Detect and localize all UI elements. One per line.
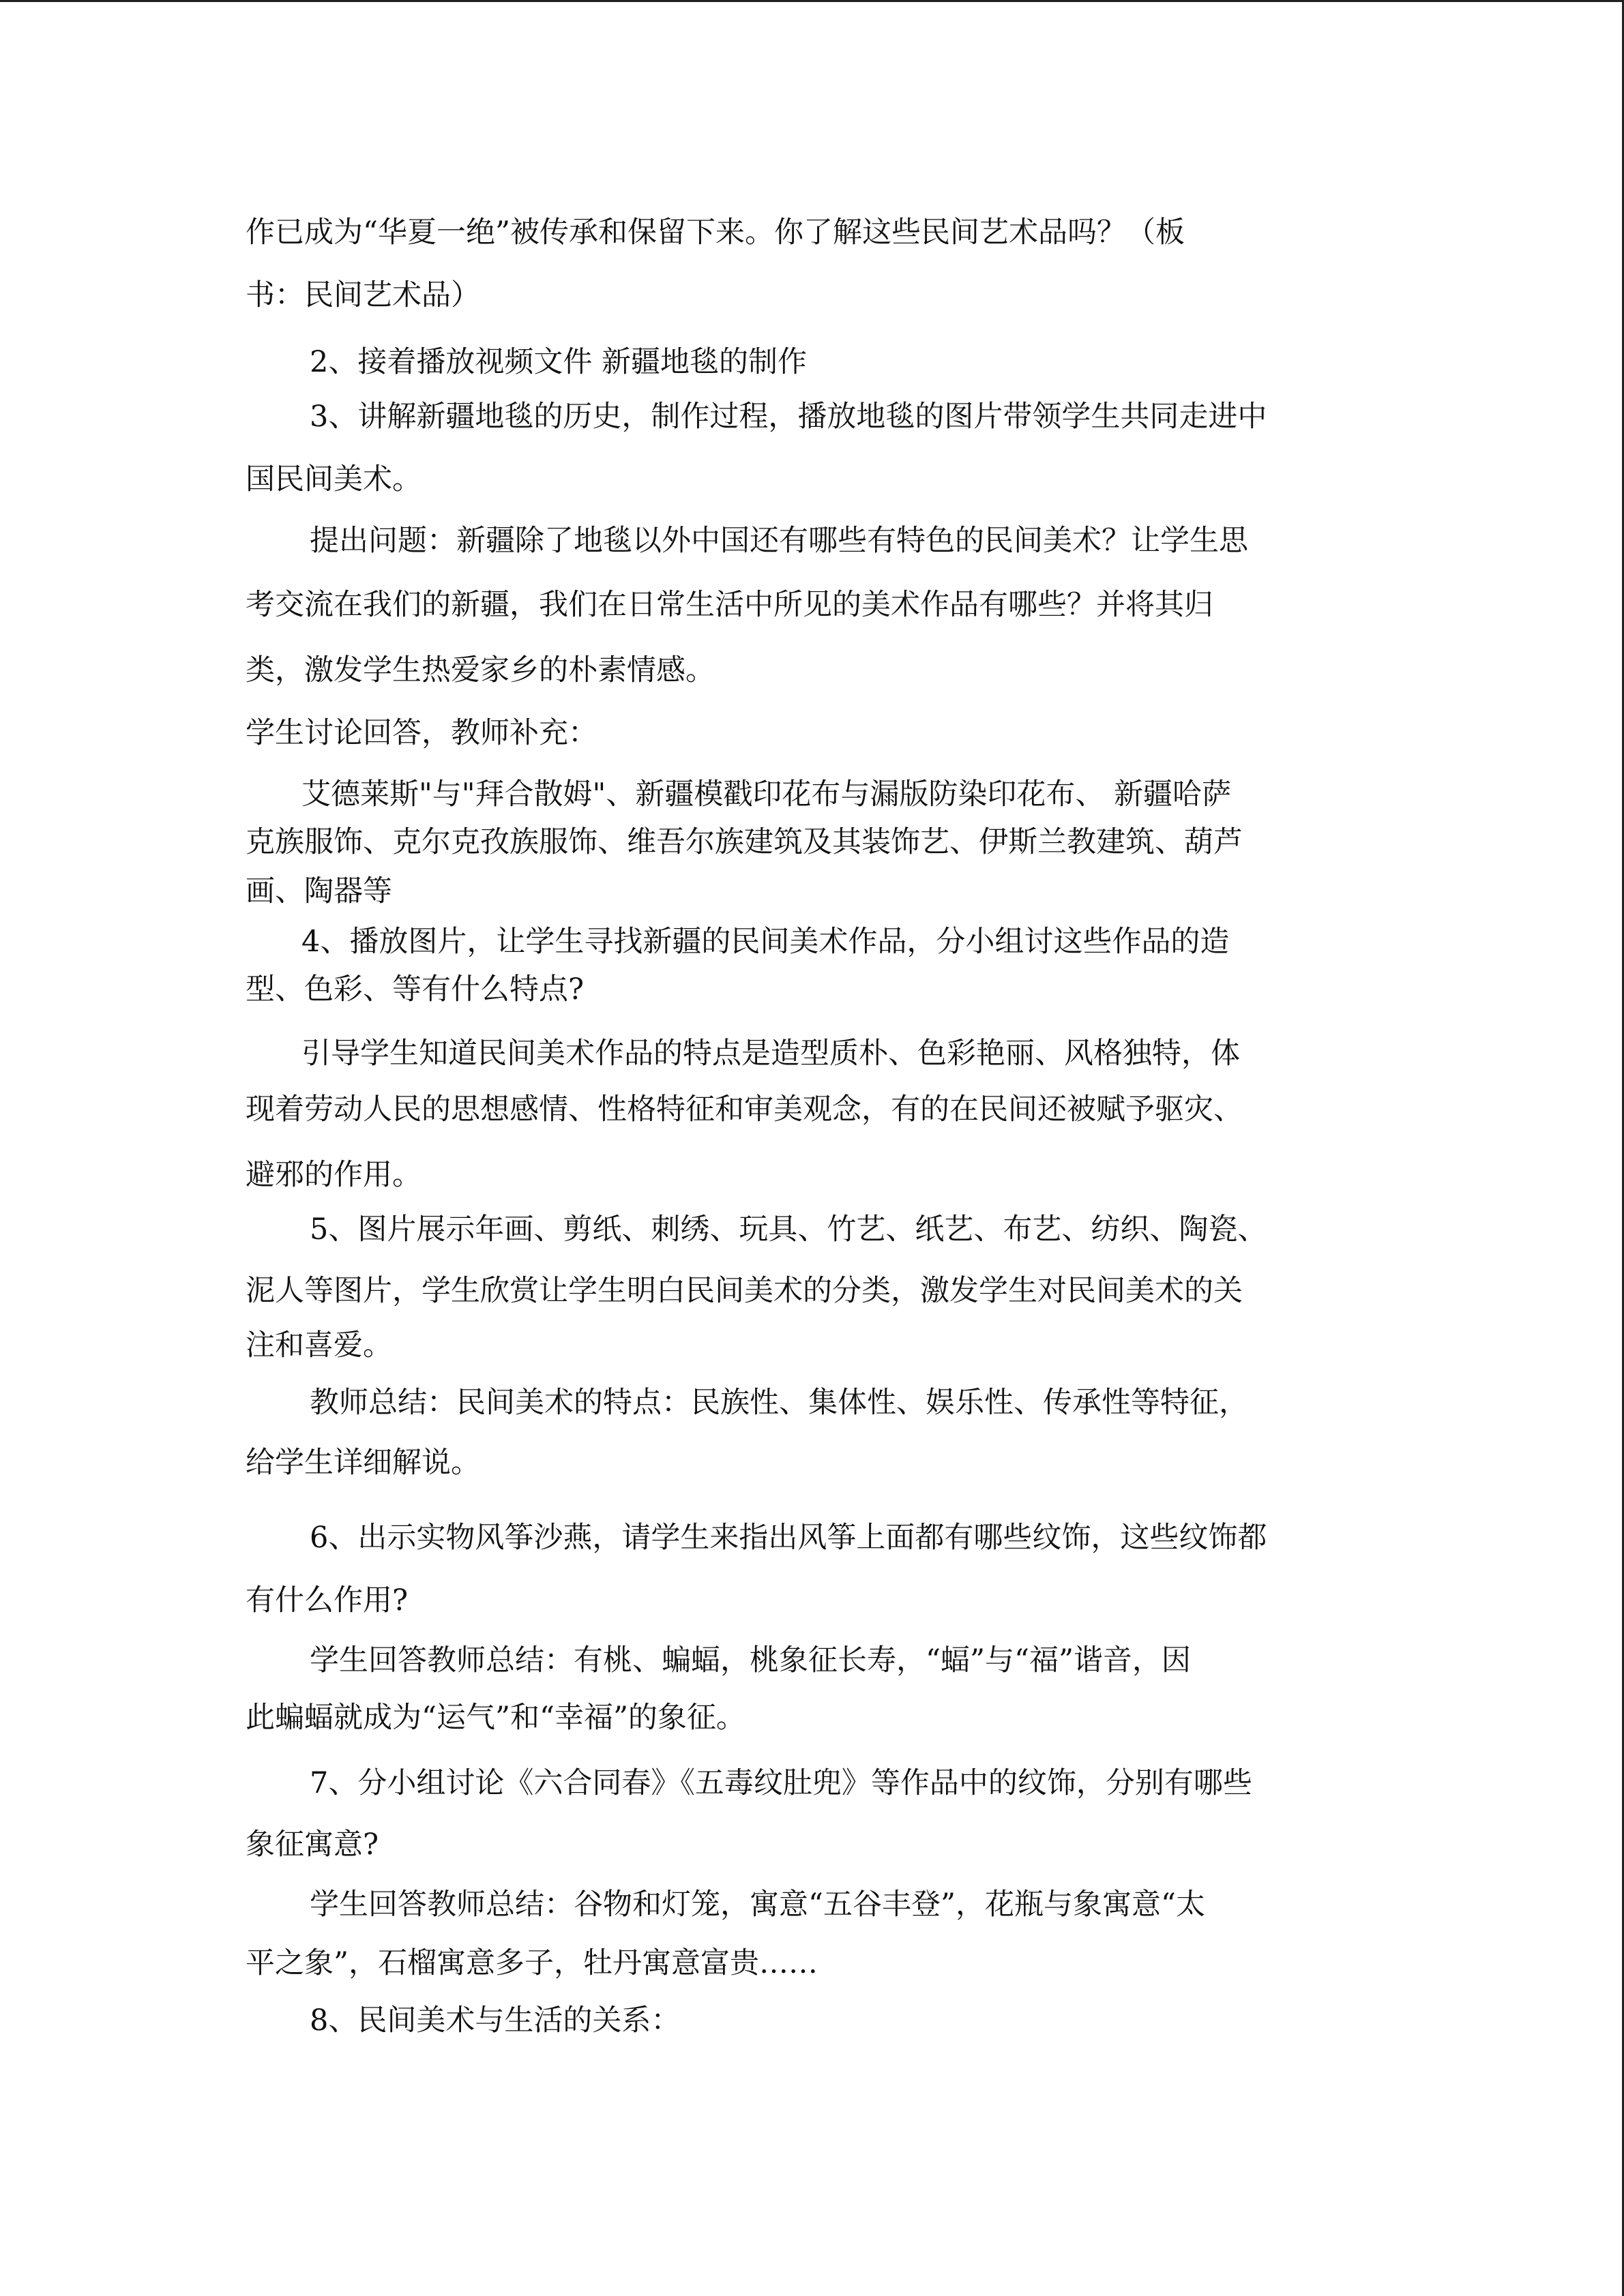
body-text-line: 书：民间艺术品） [246,278,480,312]
body-text-line: 平之象”，石榴寓意多子，牡丹寓意富贵…… [246,1946,818,1980]
body-text-line: 考交流在我们的新疆，我们在日常生活中所见的美术作品有哪些？并将其归 [246,588,1213,622]
body-text-line: 3、讲解新疆地毯的历史，制作过程，播放地毯的图片带领学生共同走进中 [310,400,1267,434]
body-text-line: 8、民间美术与生活的关系： [310,2003,681,2038]
body-text-line: 作已成为“华夏一绝”被传承和保留下来。你了解这些民间艺术品吗？（板 [246,215,1185,250]
body-text-line: 现着劳动人民的思想感情、性格特征和审美观念，有的在民间还被赋予驱灾、 [246,1092,1243,1127]
body-text-line: 此蝙蝠就成为“运气”和“幸福”的象征。 [246,1701,745,1735]
body-text-line: 提出问题：新疆除了地毯以外中国还有哪些有特色的民间美术？让学生思 [310,524,1248,558]
body-text-line: 引导学生知道民间美术作品的特点是造型质朴、色彩艳丽、风格独特，体 [301,1037,1240,1071]
body-text-line: 7、分小组讨论《六合同春》《五毒纹肚兜》等作品中的纹饰，分别有哪些 [310,1766,1252,1800]
body-text-line: 象征寓意? [246,1828,379,1862]
body-text-line: 5、图片展示年画、剪纸、刺绣、玩具、竹艺、纸艺、布艺、纺织、陶瓷、 [310,1212,1267,1247]
body-text-line: 注和喜爱。 [246,1328,392,1362]
body-text-line: 学生回答教师总结：谷物和灯笼，寓意“五谷丰登”，花瓶与象寓意“太 [310,1888,1205,1922]
body-text-line: 学生回答教师总结：有桃、蝙蝠，桃象征长寿，“蝠”与“福”谐音，因 [310,1643,1191,1678]
body-text-line: 2、接着播放视频文件 新疆地毯的制作 [310,345,808,379]
body-text-line: 国民间美术。 [246,462,422,496]
body-text-line: 教师总结：民间美术的特点：民族性、集体性、娱乐性、传承性等特征， [310,1386,1248,1420]
body-text-line: 6、出示实物风筝沙燕，请学生来指出风筝上面都有哪些纹饰，这些纹饰都 [310,1521,1267,1555]
body-text-line: 有什么作用? [246,1583,409,1617]
body-text-line: 给学生详细解说。 [246,1446,480,1480]
body-text-line: 艾德莱斯"与"拜合散姆"、新疆模戳印花布与漏版防染印花布、 新疆哈萨 [301,777,1232,811]
body-text-line: 画、陶器等 [246,874,392,908]
body-text-line: 型、色彩、等有什么特点? [246,972,585,1007]
body-text-line: 避邪的作用。 [246,1158,422,1192]
body-text-line: 类，激发学生热爱家乡的朴素情感。 [246,653,715,687]
body-text-line: 学生讨论回答，教师补充： [246,716,597,750]
body-text-line: 克族服饰、克尔克孜族服饰、维吾尔族建筑及其装饰艺、伊斯兰教建筑、葫芦 [246,825,1243,859]
body-text-line: 泥人等图片，学生欣赏让学生明白民间美术的分类，激发学生对民间美术的关 [246,1274,1243,1308]
body-text-line: 4、播放图片，让学生寻找新疆的民间美术作品，分小组讨这些作品的造 [301,925,1230,959]
